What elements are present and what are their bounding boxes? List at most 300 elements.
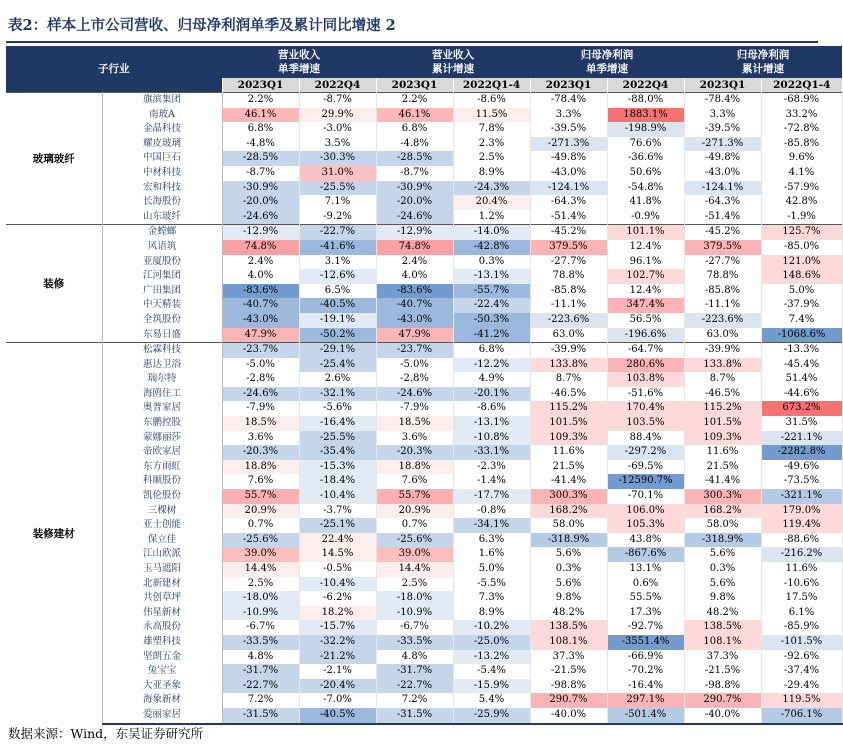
value-cell: 29.9% [299,108,376,123]
value-cell: -22.7% [222,679,299,694]
value-cell: 39.0% [376,547,453,562]
value-cell: 4.1% [761,166,842,181]
value-cell: -223.6% [684,313,761,328]
value-cell: -2.8% [222,372,299,387]
group-header: 归母净利润 单季增速 [530,46,684,78]
value-cell: 179.0% [761,504,842,519]
value-cell: 78.8% [684,269,761,284]
value-cell: -85.8% [530,284,607,299]
value-cell: -45.2% [684,225,761,240]
company-name: 永高股份 [102,620,222,635]
value-cell: -321.1% [761,489,842,504]
company-name: 科顺股份 [102,474,222,489]
value-cell: -29.4% [761,679,842,694]
value-cell: 3.3% [530,108,607,123]
value-cell: -21.2% [299,650,376,665]
value-cell: 58.0% [684,518,761,533]
value-cell: 1883.1% [607,108,684,123]
value-cell: 58.0% [530,518,607,533]
value-cell: -124.1% [684,181,761,196]
value-cell: -101.5% [761,635,842,650]
company-name: 帝欧家居 [102,445,222,460]
value-cell: -70.2% [607,664,684,679]
value-cell: -25.4% [299,358,376,373]
company-name: 蒙娜丽莎 [102,431,222,446]
value-cell: -43.0% [684,166,761,181]
company-name: 海象新材 [102,693,222,708]
value-cell: 0.7% [222,518,299,533]
value-cell: -55.7% [453,284,530,299]
value-cell: 3.5% [299,137,376,152]
value-cell: -29.1% [299,343,376,358]
value-cell: -41.4% [530,474,607,489]
value-cell: -32.2% [299,635,376,650]
value-cell: -10.2% [453,620,530,635]
value-cell: 55.7% [222,489,299,504]
value-cell: 5.0% [453,562,530,577]
value-cell: -12590.7% [607,474,684,489]
value-cell: -92.7% [607,620,684,635]
value-cell: -18.4% [299,474,376,489]
value-cell: 21.5% [530,460,607,475]
table-row [6,635,842,650]
value-cell: -12.6% [299,269,376,284]
value-cell: -98.8% [530,679,607,694]
value-cell: 2.2% [222,93,299,108]
value-cell: -42.8% [453,240,530,255]
value-cell: -24.6% [222,210,299,225]
company-name: 金螳螂 [102,225,222,240]
value-cell: 48.2% [684,606,761,621]
value-cell: -30.9% [376,181,453,196]
value-cell: 101.1% [607,225,684,240]
company-name: 奥普家居 [102,401,222,416]
value-cell: -14.0% [453,225,530,240]
value-cell: 74.8% [222,240,299,255]
value-cell: -40.7% [376,298,453,313]
value-cell: -297.2% [607,445,684,460]
value-cell: -49.8% [684,151,761,166]
company-name: 三棵树 [102,504,222,519]
value-cell: 55.7% [376,489,453,504]
value-cell: -46.5% [684,387,761,402]
value-cell: -33.5% [376,635,453,650]
company-name: 山东玻纤 [102,210,222,225]
value-cell: -23.7% [376,343,453,358]
value-cell: -51.6% [607,387,684,402]
value-cell: 7.3% [453,591,530,606]
table-row [6,372,842,387]
value-cell: -54.8% [607,181,684,196]
value-cell: -37.4% [761,664,842,679]
value-cell: 5.6% [684,577,761,592]
value-cell: -10.4% [299,577,376,592]
value-cell: -2282.8% [761,445,842,460]
value-cell: 14.4% [222,562,299,577]
period-header: 2023Q1 [376,78,453,93]
value-cell: 290.7% [684,693,761,708]
table-row [6,489,842,504]
title-rule [6,41,818,43]
company-name: 共创草坪 [102,591,222,606]
table-row [6,269,842,284]
value-cell: -223.6% [530,313,607,328]
value-cell: 9.8% [530,591,607,606]
period-header: 2022Q1-4 [453,78,530,93]
value-cell: -78.4% [530,93,607,108]
value-cell: 76.6% [607,137,684,152]
value-cell: -22.7% [299,225,376,240]
value-cell: -43.0% [530,166,607,181]
value-cell: -0.5% [299,562,376,577]
value-cell: -40.7% [222,298,299,313]
table-row [6,225,842,240]
value-cell: 102.7% [607,269,684,284]
value-cell: -41.6% [299,240,376,255]
value-cell: -70.1% [607,489,684,504]
value-cell: 2.5% [453,151,530,166]
value-cell: 0.3% [453,255,530,270]
value-cell: -6.2% [299,591,376,606]
value-cell: -8.7% [222,166,299,181]
value-cell: -25.0% [453,635,530,650]
value-cell: 7.2% [376,693,453,708]
value-cell: 42.8% [761,195,842,210]
value-cell: 0.6% [607,577,684,592]
value-cell: 103.8% [607,372,684,387]
table-row [6,533,842,548]
value-cell: -64.3% [684,195,761,210]
value-cell: -85.8% [684,284,761,299]
value-cell: 108.1% [684,635,761,650]
value-cell: -51.4% [684,210,761,225]
table-row [6,460,842,475]
value-cell: -318.9% [684,533,761,548]
company-name: 宏和科技 [102,181,222,196]
value-cell: 101.5% [684,416,761,431]
value-cell: 2.2% [376,93,453,108]
value-cell: -7.9% [376,401,453,416]
value-cell: -2.8% [376,372,453,387]
value-cell: 12.4% [607,240,684,255]
company-name: 风语筑 [102,240,222,255]
value-cell: -33.5% [222,635,299,650]
value-cell: 5.6% [530,547,607,562]
value-cell: 7.4% [761,313,842,328]
value-cell: -124.1% [530,181,607,196]
value-cell: 8.7% [530,372,607,387]
value-cell: 148.6% [761,269,842,284]
value-cell: 8.7% [684,372,761,387]
value-cell: 109.3% [530,431,607,446]
value-cell: -2.3% [453,460,530,475]
value-cell: -23.7% [222,343,299,358]
value-cell: -21.5% [530,664,607,679]
value-cell: 20.9% [222,504,299,519]
value-cell: -98.8% [684,679,761,694]
value-cell: 33.2% [761,108,842,123]
company-name: 保立佳 [102,533,222,548]
table-row [6,445,842,460]
value-cell: 133.8% [684,358,761,373]
value-cell: -20.3% [222,445,299,460]
value-cell: -5.5% [453,577,530,592]
value-cell: -32.1% [299,387,376,402]
value-cell: 7.2% [222,693,299,708]
value-cell: -867.6% [607,547,684,562]
company-name: 旗滨集团 [102,93,222,108]
value-cell: 46.1% [222,108,299,123]
table-row [6,620,842,635]
value-cell: 9.6% [761,151,842,166]
value-cell: 7.1% [299,195,376,210]
value-cell: -25.1% [299,518,376,533]
value-cell: 8.9% [453,166,530,181]
value-cell: 115.2% [684,401,761,416]
company-name: 中材科技 [102,166,222,181]
value-cell: 55.5% [607,591,684,606]
value-cell: -18.0% [222,591,299,606]
value-cell: 37.3% [530,650,607,665]
value-cell: 18.2% [299,606,376,621]
group-header: 营业收入 累计增速 [376,46,530,78]
value-cell: -7.9% [222,401,299,416]
value-cell: 5.4% [453,693,530,708]
value-cell: 5.6% [530,577,607,592]
value-cell: 74.8% [376,240,453,255]
value-cell: 121.0% [761,255,842,270]
value-cell: 0.3% [684,562,761,577]
value-cell: -318.9% [530,533,607,548]
value-cell: 133.8% [530,358,607,373]
value-cell: 17.3% [607,606,684,621]
value-cell: -46.5% [530,387,607,402]
value-cell: 18.5% [376,416,453,431]
value-cell: 50.6% [607,166,684,181]
company-name: 海鸥住工 [102,387,222,402]
company-name: 瑞尔特 [102,372,222,387]
value-cell: 673.2% [761,401,842,416]
value-cell: -5.0% [222,358,299,373]
value-cell: 106.0% [607,504,684,519]
value-cell: 300.3% [530,489,607,504]
value-cell: 6.8% [453,343,530,358]
value-cell: -31.5% [222,708,299,724]
value-cell: 31.5% [761,416,842,431]
company-name: 中国巨石 [102,151,222,166]
value-cell: -22.7% [376,679,453,694]
value-cell: -15.3% [299,460,376,475]
value-cell: -16.4% [607,679,684,694]
company-name: 东易日盛 [102,328,222,343]
value-cell: 9.8% [684,591,761,606]
table-row [6,195,842,210]
value-cell: 6.8% [222,122,299,137]
industry-label: 装修 [6,225,102,343]
value-cell: -31.7% [376,664,453,679]
value-cell: -25.5% [299,181,376,196]
value-cell: -10.8% [453,431,530,446]
value-cell: -271.3% [684,137,761,152]
value-cell: 379.5% [530,240,607,255]
value-cell: -11.1% [684,298,761,313]
value-cell: -501.4% [607,708,684,724]
value-cell: -20.0% [376,195,453,210]
data-table [6,46,843,725]
value-cell: -10.9% [222,606,299,621]
value-cell: 2.6% [299,372,376,387]
value-cell: -13.1% [453,416,530,431]
value-cell: -271.3% [530,137,607,152]
value-cell: 2.5% [222,577,299,592]
value-cell: -6.7% [222,620,299,635]
value-cell: -31.5% [376,708,453,724]
value-cell: 168.2% [684,504,761,519]
value-cell: -49.6% [761,460,842,475]
company-name: 惠达卫浴 [102,358,222,373]
company-name: 玉马遮阳 [102,562,222,577]
value-cell: -64.7% [607,343,684,358]
value-cell: 4.9% [453,372,530,387]
company-name: 中天精装 [102,298,222,313]
value-cell: -88.0% [607,93,684,108]
value-cell: 14.5% [299,547,376,562]
value-cell: -25.5% [299,431,376,446]
table-row [6,313,842,328]
value-cell: 46.1% [376,108,453,123]
value-cell: 12.4% [607,284,684,299]
value-cell: -44.6% [761,387,842,402]
value-cell: 119.4% [761,518,842,533]
table-container [6,46,831,720]
value-cell: -40.5% [299,298,376,313]
value-cell: -85.0% [761,240,842,255]
company-name: 北新建材 [102,577,222,592]
value-cell: -37.9% [761,298,842,313]
table-row [6,137,842,152]
table-row [6,210,842,225]
value-cell: -69.5% [607,460,684,475]
value-cell: -39.9% [530,343,607,358]
value-cell: 280.6% [607,358,684,373]
value-cell: 7.6% [376,474,453,489]
period-header: 2023Q1 [684,78,761,93]
value-cell: 47.9% [376,328,453,343]
company-name: 广田集团 [102,284,222,299]
value-cell: 297.1% [607,693,684,708]
value-cell: -41.2% [453,328,530,343]
value-cell: -20.4% [299,679,376,694]
value-cell: -12.2% [453,358,530,373]
table-row [6,591,842,606]
value-cell: 20.9% [376,504,453,519]
value-cell: 7.6% [222,474,299,489]
value-cell: 6.8% [376,122,453,137]
table-row [6,181,842,196]
value-cell: 290.7% [530,693,607,708]
value-cell: 125.7% [761,225,842,240]
value-cell: -706.1% [761,708,842,724]
value-cell: 103.5% [607,416,684,431]
value-cell: -4.8% [222,137,299,152]
table-row [6,693,842,708]
value-cell: 6.5% [299,284,376,299]
value-cell: 1.6% [453,547,530,562]
table-row [6,562,842,577]
group-header: 归母净利润 累计增速 [684,46,842,78]
table-row [6,664,842,679]
value-cell: -33.1% [453,445,530,460]
value-cell: 168.2% [530,504,607,519]
value-cell: 56.5% [607,313,684,328]
company-name: 松霖科技 [102,343,222,358]
value-cell: -36.6% [607,151,684,166]
value-cell: -15.7% [299,620,376,635]
value-cell: -40.0% [530,708,607,724]
value-cell: 5.0% [761,284,842,299]
value-cell: -50.3% [453,313,530,328]
value-cell: -216.2% [761,547,842,562]
value-cell: -15.9% [453,679,530,694]
period-header: 2022Q4 [299,78,376,93]
value-cell: 4.0% [376,269,453,284]
value-cell: -13.2% [453,650,530,665]
company-name: 大亚圣象 [102,679,222,694]
group-header: 营业收入 单季增速 [222,46,376,78]
value-cell: 3.3% [684,108,761,123]
value-cell: -40.0% [684,708,761,724]
value-cell: -45.4% [761,358,842,373]
value-cell: -30.3% [299,151,376,166]
value-cell: 119.5% [761,693,842,708]
value-cell: -11.1% [530,298,607,313]
value-cell: -3551.4% [607,635,684,650]
value-cell: -25.9% [453,708,530,724]
value-cell: -19.1% [299,313,376,328]
company-name: 全筑股份 [102,313,222,328]
table-row [6,151,842,166]
value-cell: -39.5% [530,122,607,137]
value-cell: -10.4% [299,489,376,504]
value-cell: -20.3% [376,445,453,460]
value-cell: 11.6% [761,562,842,577]
value-cell: 51.4% [761,372,842,387]
value-cell: -10.6% [761,577,842,592]
value-cell: -6.7% [376,620,453,635]
company-name: 雄塑科技 [102,635,222,650]
value-cell: -66.9% [607,650,684,665]
value-cell: -28.5% [376,151,453,166]
value-cell: 0.7% [376,518,453,533]
period-header: 2022Q4 [607,78,684,93]
company-name: 江河集团 [102,269,222,284]
value-cell: -8.7% [299,93,376,108]
table-row [6,343,842,358]
value-cell: -0.9% [607,210,684,225]
value-cell: 43.8% [607,533,684,548]
value-cell: 22.4% [299,533,376,548]
value-cell: -41.4% [684,474,761,489]
value-cell: -4.8% [376,137,453,152]
value-cell: -22.4% [453,298,530,313]
table-row [6,416,842,431]
company-name: 坚朗五金 [102,650,222,665]
value-cell: -5.4% [453,664,530,679]
value-cell: 88.4% [607,431,684,446]
value-cell: -0.8% [453,504,530,519]
period-header: 2022Q1-4 [761,78,842,93]
value-cell: -31.7% [222,664,299,679]
